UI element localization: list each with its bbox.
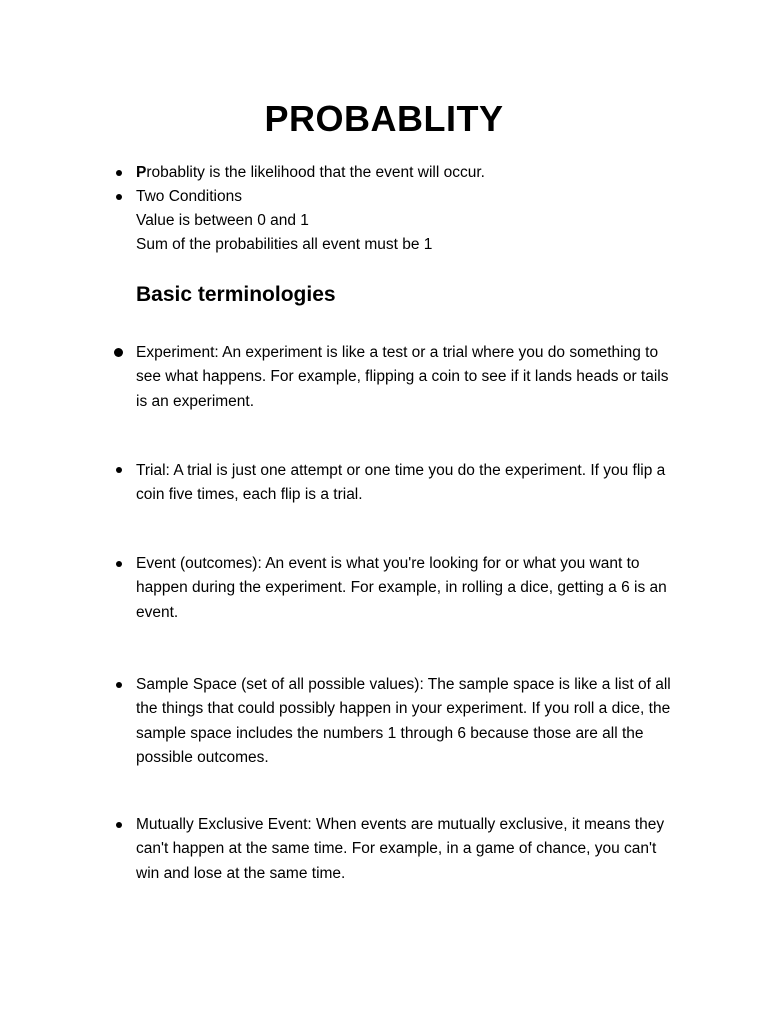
term-experiment: Experiment: An experiment is like a test or a trial where you do something to see what happens. For example, flipping a coin to see if it lands heads or tails is an experiment. <box>136 344 669 410</box>
term-sample-space: Sample Space (set of all possible values): The sample space is like a list of all the things that could possibly happen in your experiment. If you roll a dice, the sample space includes the numbers 1 through 6 because those are all the possible outcomes. <box>136 676 671 766</box>
bullet-icon <box>116 170 122 176</box>
section-heading: Basic terminologies <box>136 283 336 306</box>
intro-item-first-letter: P <box>136 164 147 181</box>
term-trial: Trial: A trial is just one attempt or one time you do the experiment. If you flip a coin five times, each flip is a trial. <box>136 462 666 504</box>
intro-item-definition-text: robablity is the likelihood that the event will occur. <box>146 164 485 181</box>
page-title: PROBABLITY <box>264 98 504 139</box>
bullet-icon <box>114 348 123 357</box>
bullet-icon <box>116 682 122 688</box>
term-event: Event (outcomes): An event is what you're looking for or what you want to happen during the experiment. For example, in rolling a dice, getting a 6 is an event. <box>136 555 667 621</box>
term-mutually-exclusive: Mutually Exclusive Event: When events are mutually exclusive, it means they can't happen at the same time. For example, in a game of chance, you can't win and lose at the same time. <box>136 816 665 882</box>
intro-condition-1: Value is between 0 and 1 <box>136 212 309 229</box>
bullet-icon <box>116 822 122 828</box>
intro-condition-2: Sum of the probabilities all event must be 1 <box>136 236 433 253</box>
bullet-icon <box>116 194 122 200</box>
bullet-icon <box>116 467 122 473</box>
bullet-icon <box>116 561 122 567</box>
intro-item-definition <box>136 162 485 184</box>
intro-item-conditions: Two Conditions <box>136 188 242 205</box>
